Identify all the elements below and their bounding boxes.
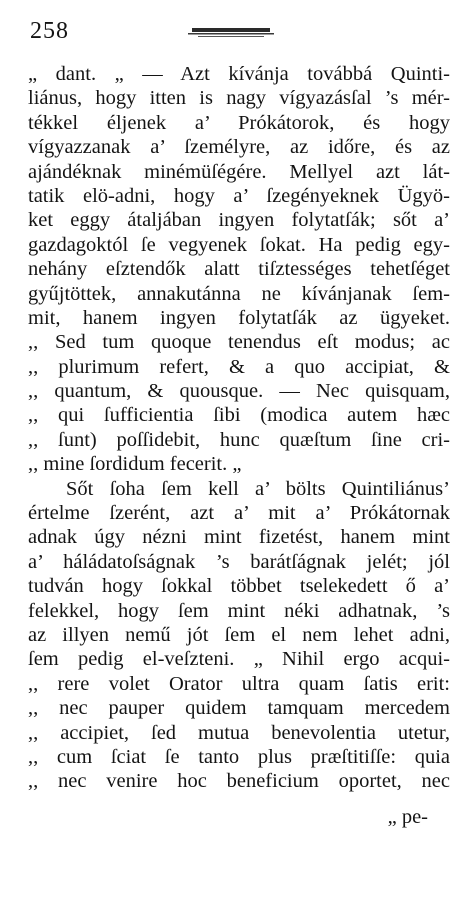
body-text — [28, 62, 450, 794]
text-line: ,, rere volet Orator ultra quam ſatis erit: — [28, 672, 450, 695]
catchword: „ pe- — [387, 806, 428, 828]
text-line: vígyazzanak a’ ſzemélyre, az időre, és az — [28, 136, 450, 159]
text-line: ,, nec venire hoc beneficium oportet, nec — [28, 770, 450, 793]
text-line: tatik elö-adni, hogy a’ ſzegényeknek Ügyö- — [28, 184, 450, 207]
text-line: ,, plurimum refert, & a quo accipiat, & — [28, 355, 450, 378]
text-line: liánus, hogy itten is nagy vígyazásſal ’s mér- — [28, 87, 450, 110]
text-line: a’ háládatoſságnak ’s barátſágnak jelét; jól — [28, 550, 450, 573]
text-line: értelme ſzerént, azt a’ mit a’ Prókátornak — [28, 502, 450, 525]
text-line: Sőt ſoha ſem kell a’ bölts Quintiliánus’ — [66, 477, 450, 500]
text-line: ,, quantum, & quousque. — Nec quisquam, — [28, 380, 450, 403]
text-line: tudván hogy ſokkal többet tselekedett ő a’ — [28, 575, 450, 598]
text-line: ,, accipiet, ſed mutua benevolentia utetur, — [28, 721, 450, 744]
text-line: nehány eſztendők alatt tiſztességes tehetſéget — [28, 258, 450, 281]
text-line: gazdagoktól ſe vegyenek ſokat. Ha pedig egy- — [28, 233, 450, 256]
text-line: az illyen nemű jót ſem el nem lehet adni, — [28, 623, 450, 646]
text-line: ,, Sed tum quoque tenendus eſt modus; ac — [28, 331, 450, 354]
text-line: tékkel éljenek a’ Prókátorok, és hogy — [28, 111, 450, 134]
text-line: ajándéknak minémüſégére. Mellyel azt lát- — [28, 160, 450, 183]
text-line: „ dant. „ — Azt kívánja továbbá Quinti- — [28, 63, 450, 85]
text-line: ,, cum ſciat ſe tanto plus præſtitiſſe: quia — [28, 745, 450, 768]
text-line: adnak úgy nézni mint fizetést, hanem mint — [28, 526, 450, 549]
text-line: ket eggy átaljában ingyen folytatſák; sőt a’ — [28, 209, 450, 232]
text-line: felekkel, hogy ſem mint néki adhatnak, ’s — [28, 599, 450, 622]
page-number: 258 — [30, 18, 69, 44]
text-line: ,, qui ſufficientia ſibi (modica autem hæc — [28, 404, 450, 427]
header-ornament — [188, 26, 274, 40]
text-line: ,, nec pauper quidem tamquam mercedem — [28, 697, 450, 720]
text-line: mit, hanem ingyen folytatſák az ügyeket. — [28, 306, 450, 329]
text-line: ,, mine ſordidum fecerit. „ — [28, 453, 242, 476]
text-line: ,, ſunt) poſſidebit, hunc quæſtum ſine cri- — [28, 428, 450, 451]
text-line: gyűjtöttek, annakutánna ne kívánjanak ſem- — [28, 282, 450, 305]
text-line: ſem pedig el-veſzteni. „ Nihil ergo acqui- — [28, 648, 450, 671]
